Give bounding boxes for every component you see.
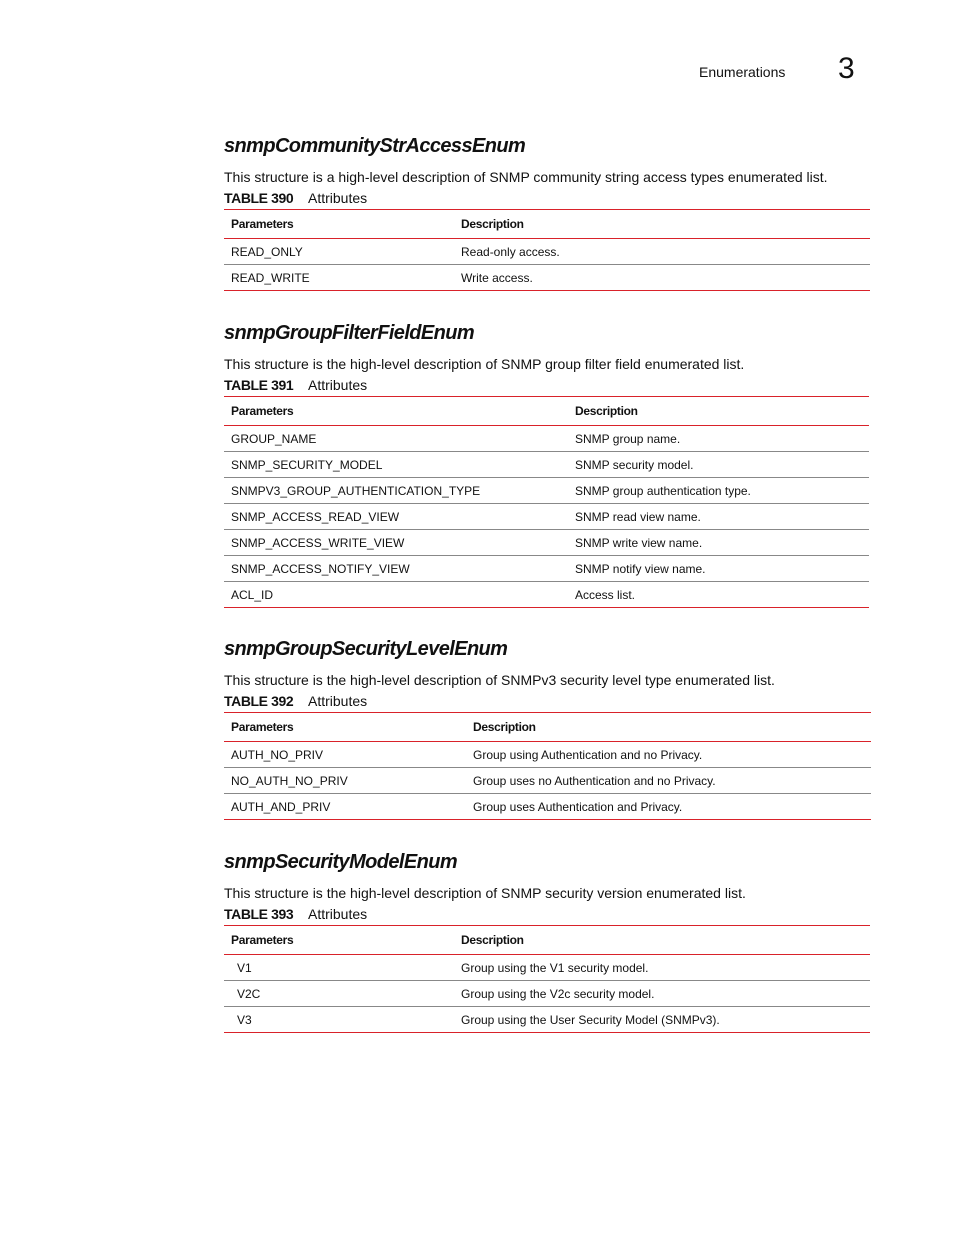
description-cell: SNMP group authentication type. (568, 478, 869, 504)
column-header-description: Description (454, 210, 870, 239)
column-header-parameters: Parameters (224, 713, 466, 742)
parameter-cell: AUTH_AND_PRIV (231, 799, 331, 814)
table-caption-text: Attributes (308, 377, 368, 393)
section-intro: This structure is the high-level description of SNMP security version enumerated list. (224, 885, 746, 901)
description-cell: Write access. (461, 270, 533, 285)
description-cell: Group using the User Security Model (SNMPv3). (461, 1012, 720, 1027)
parameter-cell: SNMP_SECURITY_MODEL (224, 452, 568, 478)
parameter-cell: SNMP_ACCESS_READ_VIEW (224, 504, 568, 530)
table-caption-text: Attributes (308, 906, 368, 922)
table-number: TABLE 391 (224, 377, 294, 393)
description-cell: SNMP write view name. (568, 530, 869, 556)
section-heading: snmpGroupSecurityLevelEnum (224, 638, 508, 660)
description-cell: Group using the V2c security model. (454, 981, 870, 1007)
table-row (224, 239, 870, 265)
attributes-table (224, 209, 870, 291)
header-chapter-number: 3 (838, 52, 855, 85)
section-intro: This structure is the high-level description of SNMPv3 security level type enumerated list. (224, 672, 775, 688)
parameter-cell: SNMP_ACCESS_WRITE_VIEW (224, 530, 568, 556)
description-cell: Access list. (575, 587, 636, 602)
section-heading: snmpCommunityStrAccessEnum (224, 135, 526, 157)
table-header-row (224, 713, 871, 742)
parameter-cell: V3 (237, 1012, 252, 1027)
table-caption (224, 187, 870, 209)
description-cell: Group uses Authentication and Privacy. (473, 799, 683, 814)
column-header-parameters: Parameters (224, 210, 454, 239)
table-row (224, 426, 869, 452)
table-caption (224, 690, 871, 712)
parameter-cell: SNMPV3_GROUP_AUTHENTICATION_TYPE (224, 478, 568, 504)
parameter-cell: ACL_ID (231, 587, 274, 602)
section-intro: This structure is the high-level description of SNMP group filter field enumerated list. (224, 356, 745, 372)
section-snmp-community-str-access-enum (224, 133, 870, 291)
table-row (224, 530, 869, 556)
table-caption-text: Attributes (308, 190, 368, 206)
parameter-cell: SNMP_ACCESS_NOTIFY_VIEW (224, 556, 568, 582)
table-caption (224, 374, 869, 396)
description-cell: SNMP notify view name. (568, 556, 869, 582)
attributes-table (224, 396, 869, 608)
table-header-row (224, 210, 870, 239)
table-row (224, 794, 871, 820)
description-cell: SNMP security model. (568, 452, 869, 478)
section-snmp-group-filter-field-enum (224, 320, 869, 608)
column-header-parameters: Parameters (224, 926, 454, 955)
table-row (224, 955, 870, 981)
parameter-cell: READ_WRITE (231, 270, 310, 285)
table-row (224, 452, 869, 478)
table-header-row (224, 926, 870, 955)
table-row (224, 265, 870, 291)
section-intro: This structure is a high-level description of SNMP community string access types enumerated list. (224, 169, 828, 185)
table-caption-text: Attributes (308, 693, 368, 709)
section-snmp-group-security-level-enum (224, 636, 871, 820)
table-number: TABLE 392 (224, 693, 294, 709)
table-row (224, 768, 871, 794)
description-cell: Read-only access. (454, 239, 870, 265)
column-header-description: Description (454, 926, 870, 955)
table-number: TABLE 390 (224, 190, 294, 206)
description-cell: Group uses no Authentication and no Privacy. (466, 768, 871, 794)
parameter-cell: V1 (224, 955, 454, 981)
column-header-description: Description (466, 713, 871, 742)
table-number: TABLE 393 (224, 906, 294, 922)
description-cell: SNMP group name. (568, 426, 869, 452)
attributes-table (224, 712, 871, 820)
parameter-cell: AUTH_NO_PRIV (224, 742, 466, 768)
table-row (224, 504, 869, 530)
parameter-cell: GROUP_NAME (224, 426, 568, 452)
description-cell: SNMP read view name. (568, 504, 869, 530)
section-snmp-security-model-enum (224, 849, 870, 1033)
table-row (224, 981, 870, 1007)
column-header-parameters: Parameters (224, 397, 568, 426)
column-header-description: Description (568, 397, 869, 426)
table-row (224, 582, 869, 608)
section-heading: snmpGroupFilterFieldEnum (224, 322, 475, 344)
table-row (224, 1007, 870, 1033)
table-caption (224, 903, 870, 925)
attributes-table (224, 925, 870, 1033)
table-row (224, 556, 869, 582)
parameter-cell: NO_AUTH_NO_PRIV (224, 768, 466, 794)
description-cell: Group using Authentication and no Privacy. (466, 742, 871, 768)
table-row (224, 742, 871, 768)
table-row (224, 478, 869, 504)
parameter-cell: V2C (224, 981, 454, 1007)
table-header-row (224, 397, 869, 426)
header-section-title: Enumerations (699, 64, 786, 80)
parameter-cell: READ_ONLY (224, 239, 454, 265)
description-cell: Group using the V1 security model. (454, 955, 870, 981)
section-heading: snmpSecurityModelEnum (224, 851, 457, 873)
